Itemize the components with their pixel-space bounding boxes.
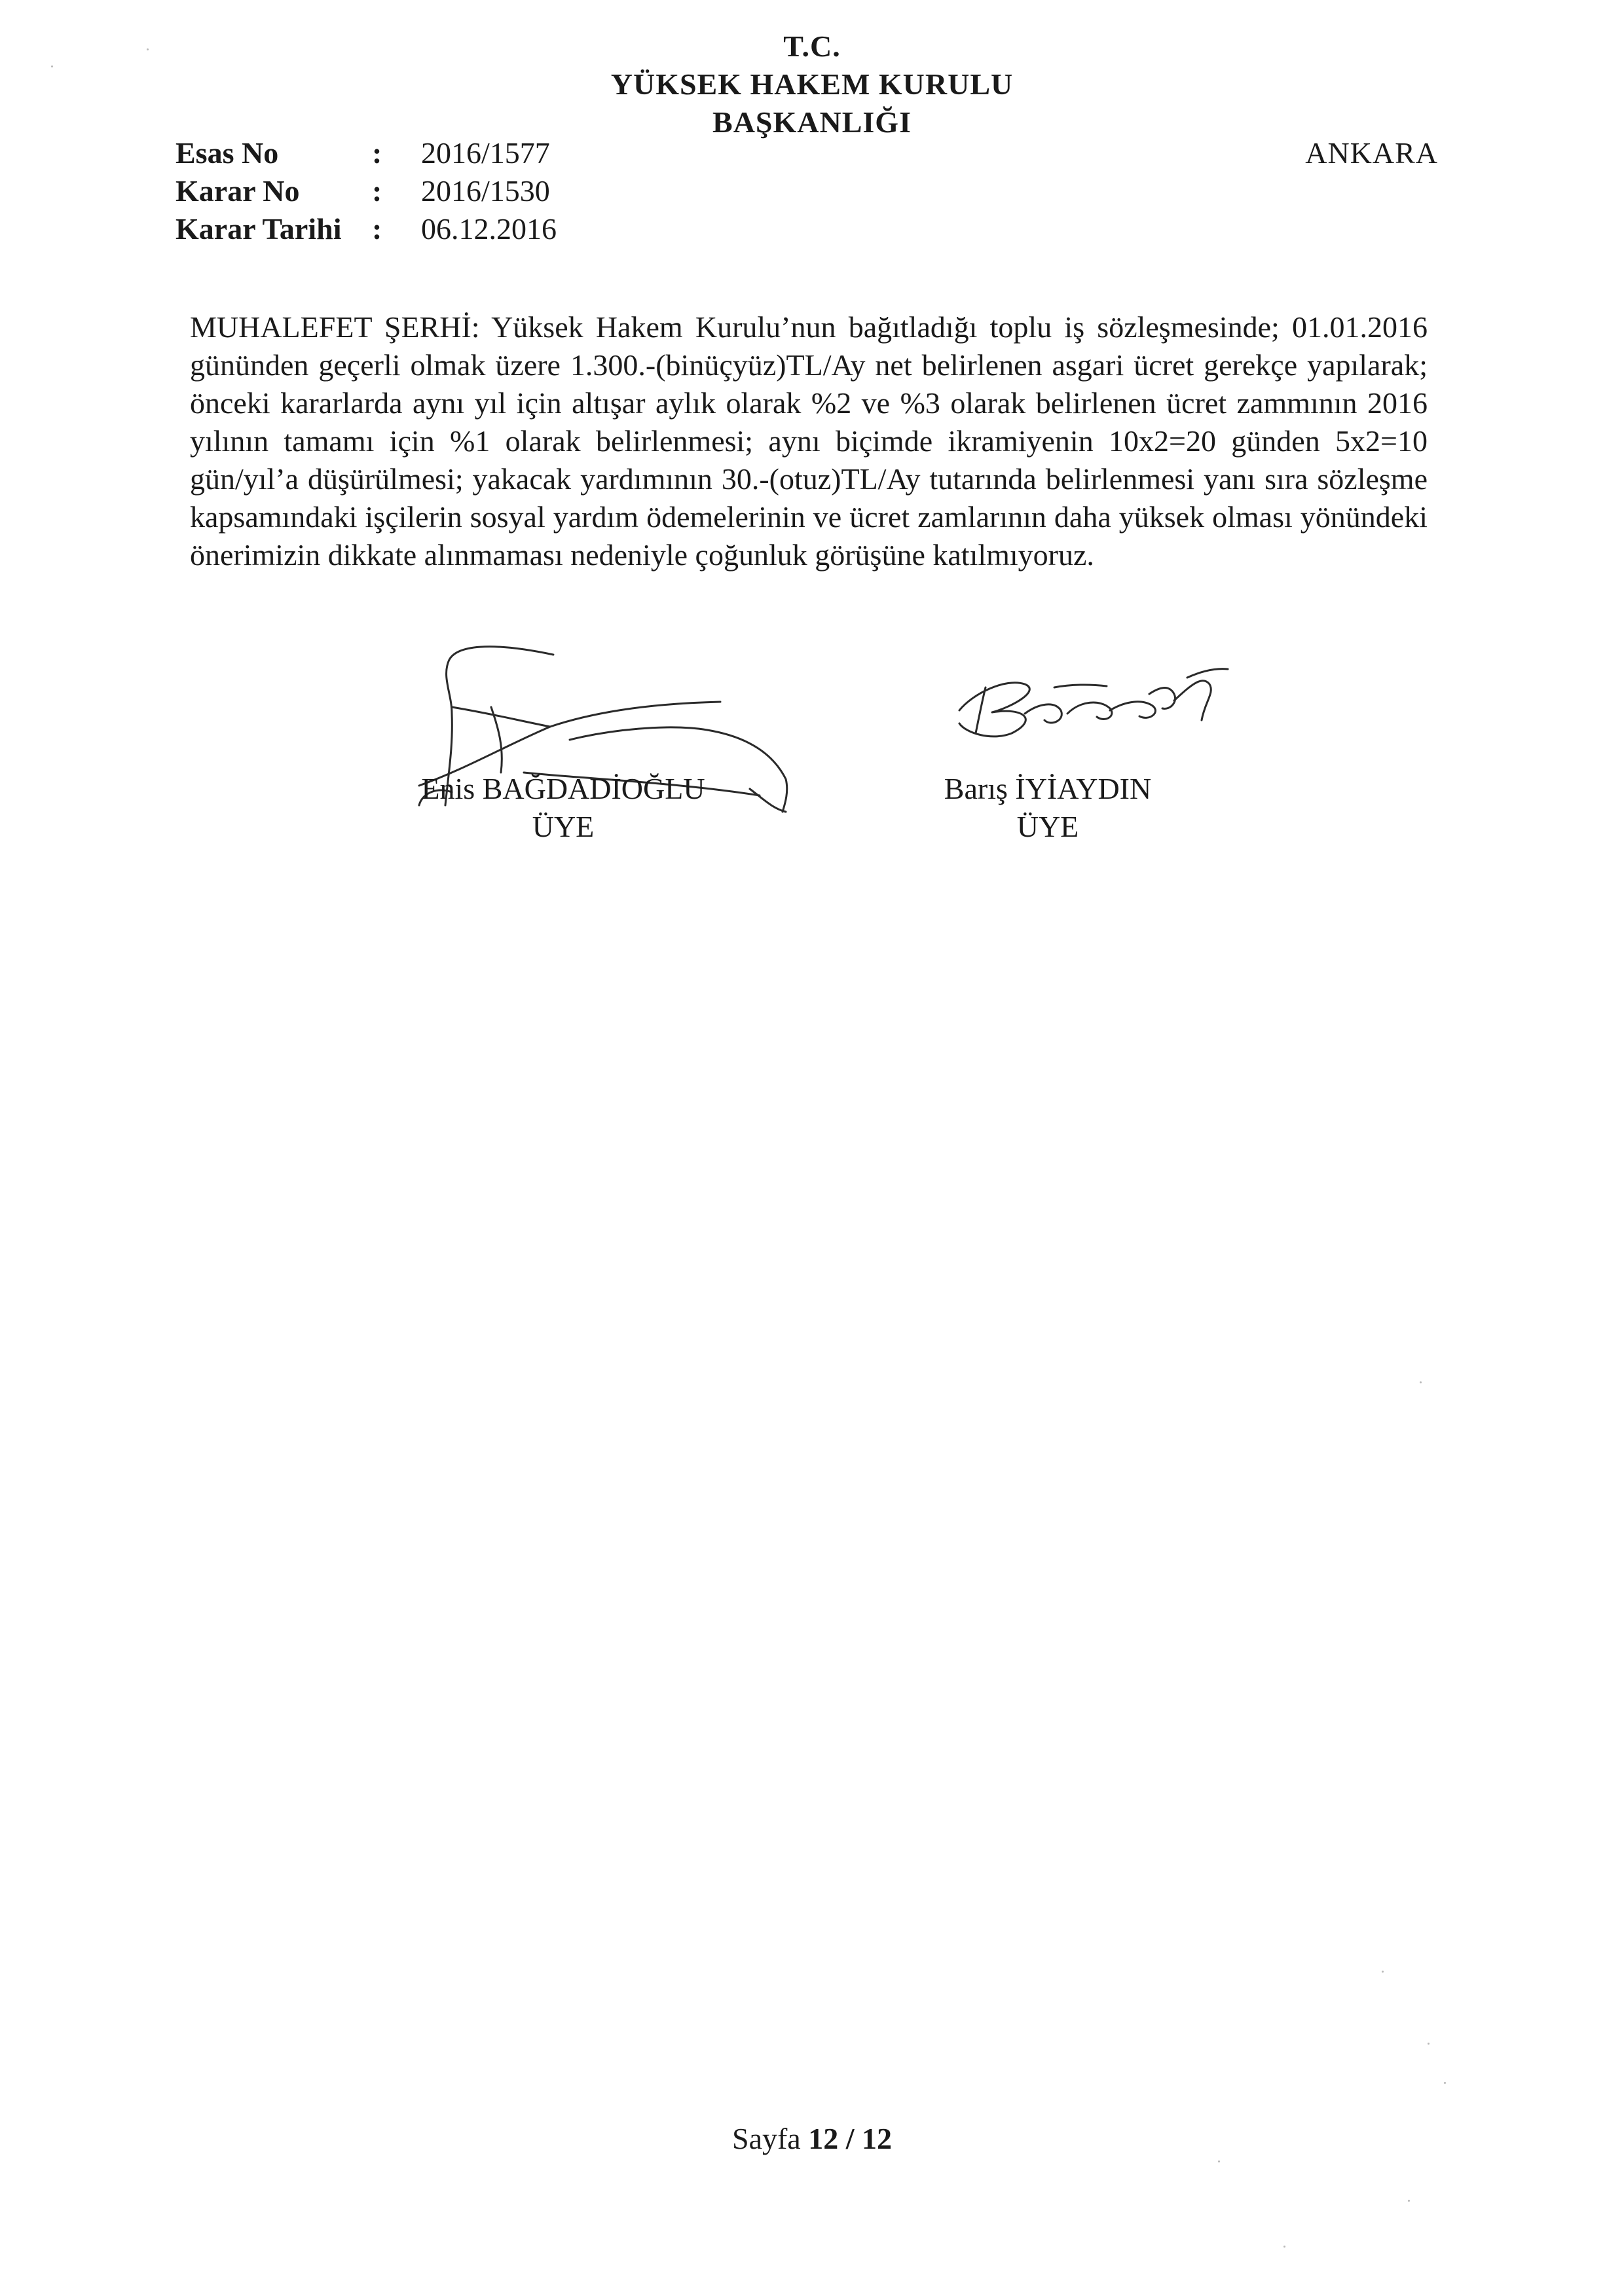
signatory-name: Enis BAĞDADİOĞLU [421, 772, 705, 805]
signatory-name: Barış İYİAYDIN [944, 772, 1152, 805]
meta-label: Esas No [175, 136, 279, 170]
meta-value: 2016/1530 [421, 174, 550, 208]
meta-colon: : [372, 136, 382, 170]
document-header [0, 27, 1624, 141]
meta-value: 06.12.2016 [421, 212, 557, 246]
signatory-role: ÜYE [532, 810, 595, 843]
meta-colon: : [372, 174, 382, 208]
header-line-institution: YÜKSEK HAKEM KURULU [610, 67, 1014, 101]
meta-label: Karar No [175, 174, 300, 208]
page-current: 12 [808, 2122, 839, 2155]
signatory-block-left [380, 770, 747, 846]
signatory-block-right [897, 770, 1198, 846]
meta-colon: : [372, 212, 382, 246]
city-label: ANKARA [1305, 136, 1438, 170]
page-total: 12 [862, 2122, 893, 2155]
page-separator: / [845, 2122, 855, 2155]
page-footer [0, 2120, 1624, 2158]
meta-value: 2016/1577 [421, 136, 550, 170]
header-line-tc: T.C. [783, 29, 841, 63]
page-label: Sayfa [731, 2122, 801, 2155]
meta-label: Karar Tarihi [175, 212, 342, 246]
dissent-body-paragraph: MUHALEFET ŞERHİ: Yüksek Hakem Kurulu’nun bağıtladığı toplu iş sözleşmesinde; 01.01.2016 gününden geçerli olmak üzere 1.300.-(binüçyüz)TL/Ay net belirlenen asgari ücret gerekçe yapılarak; önceki kararlarda aynı yıl için altışar aylık olarak %2 ve %3 olarak belirlenen ücret zammının 2016 yılının tamamı için %1 olarak belirlenmesi; aynı biçimde ikramiyenin 10x2=20 günden 5x2=10 gün/yıl’a düşürülmesi; yakacak yardımının 30.-(otuz)TL/Ay tutarında belirlenmesi yanı sıra sözleşme kapsamındaki işçilerin sosyal yardım ödemelerinin ve ücret zamlarının daha yüksek olması yönündeki önerimizin dikkate alınmaması nedeniyle çoğunluk görüşüne katılmıyoruz. [190, 310, 1428, 572]
signatory-role: ÜYE [1016, 810, 1079, 843]
signature-baris-iyiaydin [913, 648, 1241, 746]
header-line-presidency: BAŞKANLIĞI [712, 105, 912, 139]
